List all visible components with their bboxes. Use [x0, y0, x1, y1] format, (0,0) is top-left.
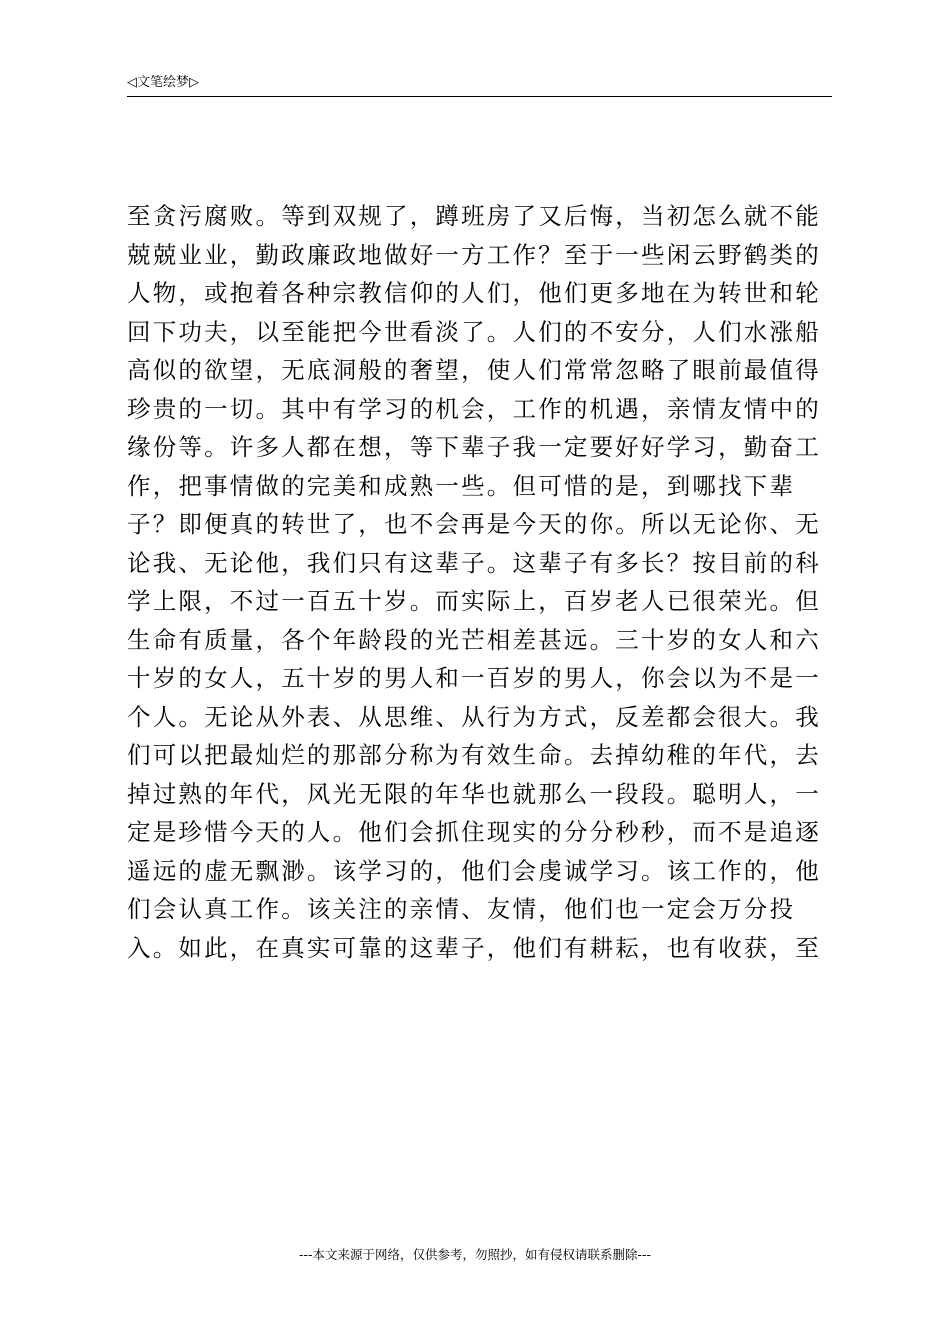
- body-text: [127, 197, 837, 967]
- text-line: 回下功夫，以至能把今世看淡了。人们的不安分，人们水涨船: [127, 317, 821, 346]
- text-line: 个人。无论从外表、从思维、从行为方式，反差都会很大。我: [127, 702, 821, 731]
- text-line: 生命有质量，各个年龄段的光芒相差甚远。三十岁的女人和六: [127, 625, 821, 654]
- text-line: 论我、无论他，我们只有这辈子。这辈子有多长？按目前的科: [127, 548, 821, 577]
- text-line: 学上限，不过一百五十岁。而实际上，百岁老人已很荣光。但: [127, 587, 821, 615]
- text-line: 十岁的女人，五十岁的男人和一百岁的男人，你会以为不是一: [127, 664, 821, 692]
- text-line: 们可以把最灿烂的那部分称为有效生命。去掉幼稚的年代，去: [127, 741, 821, 769]
- text-line: 缘份等。许多人都在想，等下辈子我一定要好好学习，勤奋工: [127, 433, 821, 461]
- text-line: 入。如此，在真实可靠的这辈子，他们有耕耘，也有收获，至: [127, 933, 821, 962]
- text-line: 定是珍惜今天的人。他们会抓住现实的分分秒秒，而不是追逐: [127, 818, 821, 846]
- text-line: 至贪污腐败。等到双规了，蹲班房了又后悔，当初怎么就不能: [127, 202, 821, 230]
- text-line: 珍贵的一切。其中有学习的机会，工作的机遇，亲情友情中的: [127, 394, 821, 423]
- text-line: 人物，或抱着各种宗教信仰的人们，他们更多地在为转世和轮: [127, 279, 821, 307]
- page-header: [127, 74, 832, 97]
- text-line: 兢兢业业，勤政廉政地做好一方工作？至于一些闲云野鹤类的: [127, 240, 821, 269]
- text-line: 掉过熟的年代，风光无限的年华也就那么一段段。聪明人，一: [127, 779, 821, 808]
- text-line: 们会认真工作。该关注的亲情、友情，他们也一定会万分投: [127, 895, 796, 923]
- header-title: ◁文笔绘梦▷: [127, 75, 199, 90]
- text-line: 作，把事情做的完美和成熟一些。但可惜的是，到哪找下辈: [127, 471, 796, 500]
- text-line: 子？即便真的转世了，也不会再是今天的你。所以无论你、无: [127, 510, 821, 538]
- page-footer: ---本文来源于网络，仅供参考，勿照抄，如有侵权请联系删除---: [298, 1247, 652, 1262]
- text-line: 高似的欲望，无底洞般的奢望，使人们常常忽略了眼前最值得: [127, 356, 821, 384]
- text-line: 遥远的虚无飘渺。该学习的，他们会虔诚学习。该工作的，他: [127, 856, 821, 885]
